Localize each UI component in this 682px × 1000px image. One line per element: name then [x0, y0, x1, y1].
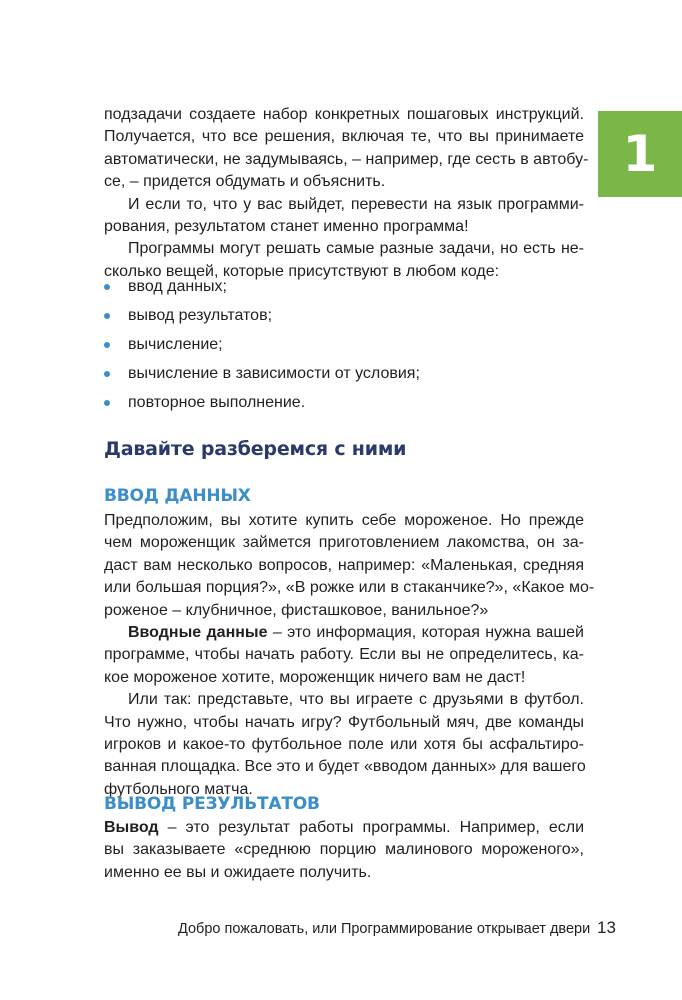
- code-elements-list: [104, 276, 420, 421]
- text-line: именно ее вы и ожидаете получить.: [104, 863, 372, 881]
- text-line: или большая порция?», «В рожке или в стаканчике?», «Какое мо-: [104, 579, 595, 597]
- input-paragraph-3: [104, 689, 584, 801]
- text-line: Или так: представьте, что вы играете с друзьями в футбол.: [128, 691, 584, 709]
- section-title: Давайте разберемся с ними: [104, 438, 407, 460]
- text-line: подзадачи создаете набор конкретных пошаговых инструкций.: [104, 106, 584, 123]
- bullet-icon: [104, 371, 110, 377]
- text-line: кое мороженое хотите, мороженщик ничего вам не даст!: [104, 668, 526, 686]
- text-line: Вывод – это результат работы программы. Например, если: [104, 819, 584, 836]
- running-footer: Добро пожаловать, или Программирование открывает двери: [178, 921, 591, 937]
- text-line: игроков и какое-то футбольное поле или хотя бы асфальтиро-: [104, 736, 584, 753]
- text-line: ванная площадка. Все это и будет «вводом данных» для вашего: [104, 758, 586, 776]
- text-line: чем мороженщик займется приготовлением лакомства, он за-: [104, 534, 584, 552]
- output-paragraph: [104, 817, 584, 884]
- list-item: вывод результатов;: [104, 305, 420, 334]
- list-item: вычисление в зависимости от условия;: [104, 363, 420, 392]
- page-number: 13: [597, 918, 616, 937]
- text-line: се, – придется обдумать и объяснить.: [104, 173, 386, 191]
- text-line: Получается, что все решения, включая те, что вы принимаете: [104, 128, 584, 146]
- text-line: рования, результатом станет именно программа!: [104, 218, 469, 235]
- bullet-icon: [104, 400, 110, 406]
- text-line: И если то, что у вас выйдет, перевести на язык программи-: [128, 195, 584, 213]
- input-heading: ВВОД ДАННЫХ: [104, 486, 251, 506]
- text-line: Вводные данные – это информация, которая нужна вашей: [128, 624, 584, 641]
- paragraph-translate: [104, 194, 584, 239]
- term-output: Вывод: [104, 819, 159, 836]
- bullet-icon: [104, 342, 110, 348]
- output-heading: ВЫВОД РЕЗУЛЬТАТОВ: [104, 794, 320, 814]
- text-line: сколько вещей, которые присутствуют в любом коде:: [104, 262, 500, 280]
- list-item: ввод данных;: [104, 276, 420, 305]
- bullet-icon: [104, 284, 110, 290]
- input-paragraph-2: [104, 622, 584, 689]
- text-line: футбольного матча.: [104, 780, 253, 798]
- list-item: вычисление;: [104, 334, 420, 363]
- text-line: Что нужно, чтобы начать игру? Футбольный мяч, две команды: [104, 713, 584, 731]
- list-item: повторное выполнение.: [104, 392, 420, 421]
- chapter-number-tab: 1: [598, 111, 682, 197]
- bullet-icon: [104, 313, 110, 319]
- text-line: даст вам несколько вопросов, например: «Маленькая, средняя: [104, 556, 584, 574]
- text-line: вы заказываете «среднюю порцию малинового мороженого»,: [104, 841, 584, 859]
- term-input-data: Вводные данные: [128, 624, 268, 641]
- text-line: Программы могут решать самые разные задачи, но есть не-: [128, 240, 584, 258]
- input-paragraph-1: [104, 510, 595, 622]
- text-line: программе, чтобы начать работу. Если вы не определитесь, ка-: [104, 646, 584, 664]
- text-line: роженое – клубничное, фисташковое, ванильное?»: [104, 601, 489, 619]
- intro-paragraph: [104, 104, 589, 194]
- text-line: Предположим, вы хотите купить себе мороженое. Но прежде: [104, 512, 584, 529]
- text-line: автоматически, не задумываясь, – например, где сесть в автобу-: [104, 150, 589, 168]
